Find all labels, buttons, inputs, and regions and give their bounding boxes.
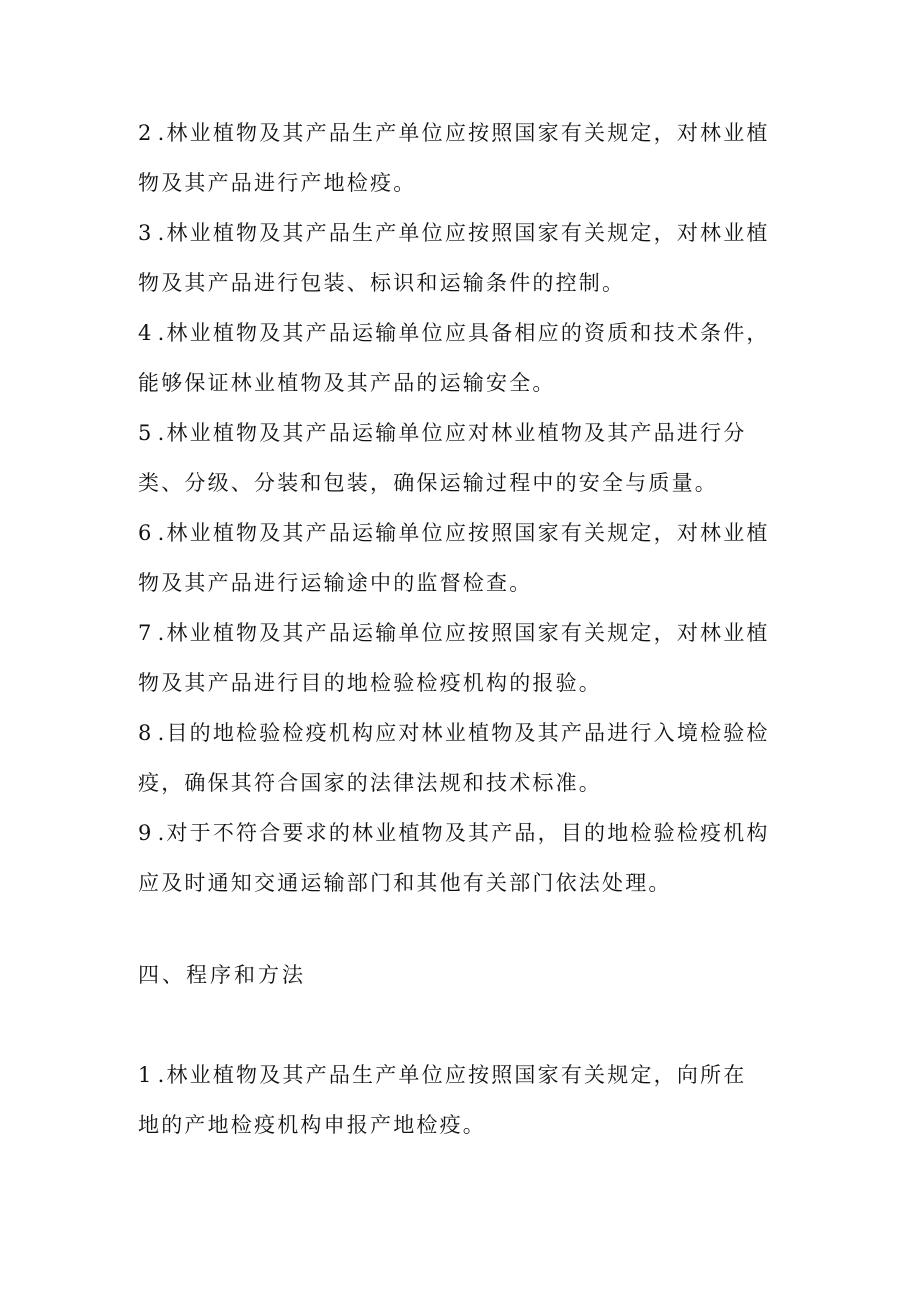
item-text: .林业植物及其产品运输单位应按照国家有关规定，对林业植 bbox=[157, 621, 770, 645]
item-number: 2 bbox=[138, 121, 154, 145]
item-8-line-2: 疫，确保其符合国家的法律法规和技术标准。 bbox=[138, 771, 602, 795]
item-7-line-1 bbox=[138, 618, 770, 648]
item-9-line-1 bbox=[138, 818, 770, 848]
item-text: .林业植物及其产品运输单位应具备相应的资质和技术条件， bbox=[157, 321, 770, 345]
item-text: .对于不符合要求的林业植物及其产品，目的地检验检疫机构 bbox=[157, 821, 770, 845]
item-3-line-2: 物及其产品进行包装、标识和运输条件的控制。 bbox=[138, 271, 626, 295]
item-text: .林业植物及其产品生产单位应按照国家有关规定，向所在 bbox=[157, 1063, 747, 1087]
item-text: .目的地检验检疫机构应对林业植物及其产品进行入境检验检 bbox=[157, 721, 770, 745]
item-number: 8 bbox=[138, 721, 154, 745]
section-heading: 四、程序和方法 bbox=[138, 963, 306, 987]
item-9-line-2: 应及时通知交通运输部门和其他有关部门依法处理。 bbox=[138, 871, 672, 895]
item-number: 5 bbox=[138, 421, 154, 445]
item-text: .林业植物及其产品生产单位应按照国家有关规定，对林业植 bbox=[157, 121, 770, 145]
item-8-line-1 bbox=[138, 718, 770, 748]
item-text: .林业植物及其产品运输单位应按照国家有关规定，对林业植 bbox=[157, 521, 770, 545]
item-number: 9 bbox=[138, 821, 154, 845]
item-number: 3 bbox=[138, 221, 154, 245]
item-text: .林业植物及其产品生产单位应按照国家有关规定，对林业植 bbox=[157, 221, 770, 245]
item-2-line-2: 物及其产品进行产地检疫。 bbox=[138, 171, 417, 195]
item-6-line-2: 物及其产品进行运输途中的监督检查。 bbox=[138, 571, 533, 595]
item-6-line-1 bbox=[138, 518, 770, 548]
item-text: .林业植物及其产品运输单位应对林业植物及其产品进行分 bbox=[157, 421, 747, 445]
item-number: 6 bbox=[138, 521, 154, 545]
item-5-line-2: 类、分级、分装和包装，确保运输过程中的安全与质量。 bbox=[138, 471, 718, 495]
item-number: 7 bbox=[138, 621, 154, 645]
item-number: 4 bbox=[138, 321, 154, 345]
section-item-1-line-2: 地的产地检疫机构申报产地检疫。 bbox=[138, 1113, 486, 1137]
item-4-line-2: 能够保证林业植物及其产品的运输安全。 bbox=[138, 371, 556, 395]
item-4-line-1 bbox=[138, 318, 770, 348]
item-number: 1 bbox=[138, 1063, 154, 1087]
section-item-1-line-1 bbox=[138, 1060, 746, 1090]
item-2-line-1 bbox=[138, 118, 770, 148]
item-7-line-2: 物及其产品进行目的地检验检疫机构的报验。 bbox=[138, 671, 602, 695]
item-5-line-1 bbox=[138, 418, 746, 448]
item-3-line-1 bbox=[138, 218, 770, 248]
